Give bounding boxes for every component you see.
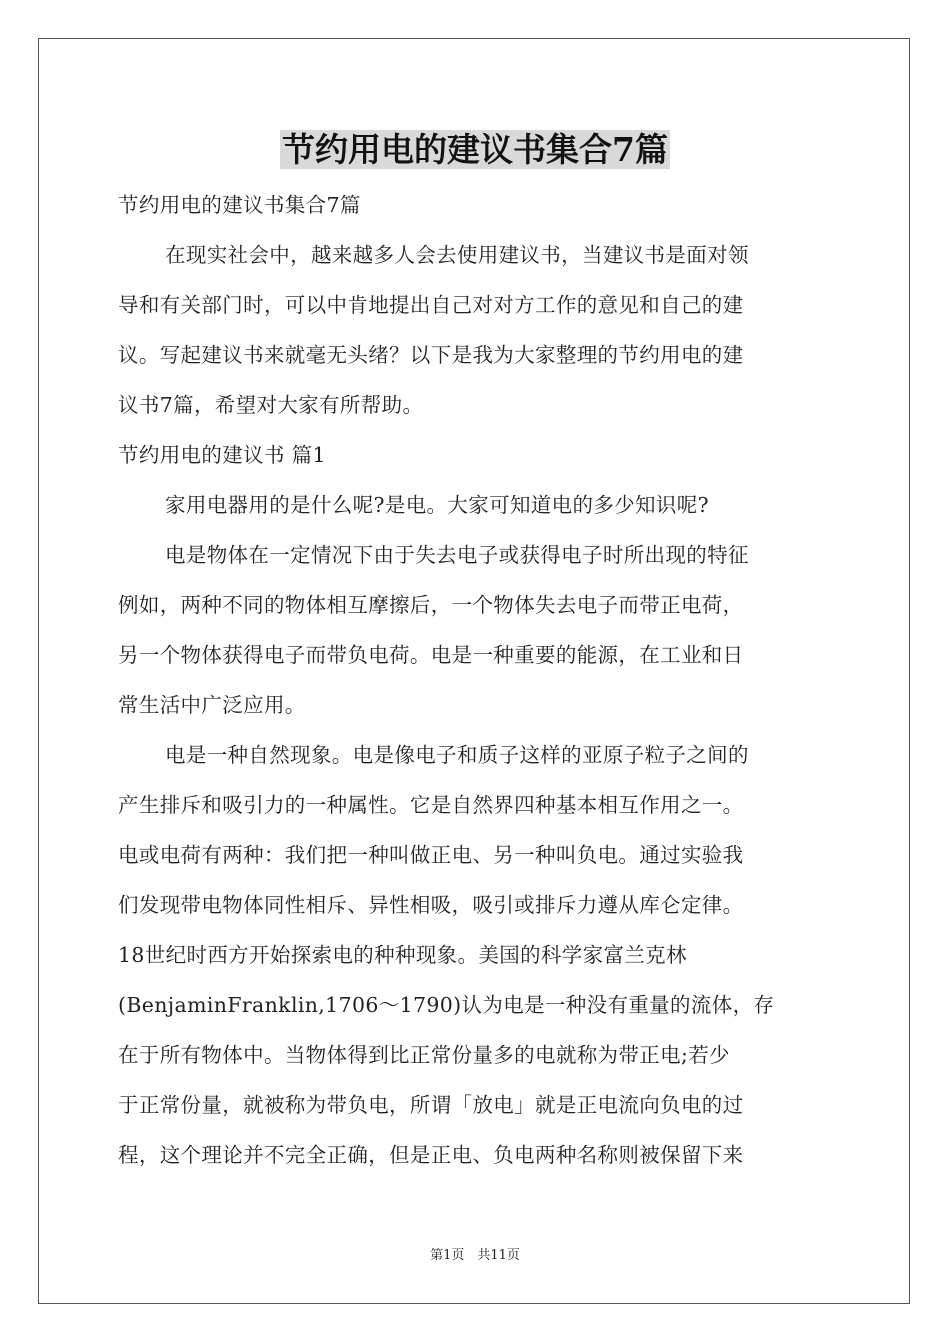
text-line: 18世纪时西方开始探索电的种种现象。美国的科学家富兰克林 xyxy=(118,943,687,967)
document-title xyxy=(0,128,950,172)
text-line: 家用电器用的是什么呢?是电。大家可知道电的多少知识呢? xyxy=(165,493,709,517)
text-line: 产生排斥和吸引力的一种属性。它是自然界四种基本相互作用之一。 xyxy=(118,793,744,817)
text-line: 议书7篇，希望对大家有所帮助。 xyxy=(118,393,424,417)
document-body xyxy=(118,180,838,1180)
page-number: 第1页 共11页 xyxy=(430,1248,520,1263)
text-line: 节约用电的建议书 篇1 xyxy=(118,443,326,467)
text-line: 于正常份量，就被称为带负电，所谓「放电」就是正电流向负电的过 xyxy=(118,1093,744,1117)
text-line: 在现实社会中，越来越多人会去使用建议书，当建议书是面对领 xyxy=(165,243,749,267)
text-line: 例如，两种不同的物体相互摩擦后，一个物体失去电子而带正电荷， xyxy=(118,593,744,617)
text-line: 另一个物体获得电子而带负电荷。电是一种重要的能源，在工业和日 xyxy=(118,643,744,667)
page-footer xyxy=(0,1244,950,1263)
text-line: 在于所有物体中。当物体得到比正常份量多的电就称为带正电;若少 xyxy=(118,1043,730,1067)
text-line: 节约用电的建议书集合7篇 xyxy=(118,193,361,217)
text-line: 议。写起建议书来就毫无头绪？以下是我为大家整理的节约用电的建 xyxy=(118,343,744,367)
document-title-text: 节约用电的建议书集合7篇 xyxy=(282,130,668,169)
text-line: 常生活中广泛应用。 xyxy=(118,693,306,717)
text-line: 们发现带电物体同性相斥、异性相吸，吸引或排斥力遵从库仑定律。 xyxy=(118,893,744,917)
text-line: 导和有关部门时，可以中肯地提出自己对对方工作的意见和自己的建 xyxy=(118,293,744,317)
text-line: 电是一种自然现象。电是像电子和质子这样的亚原子粒子之间的 xyxy=(165,743,749,767)
text-line: (BenjaminFranklin,1706～1790)认为电是一种没有重量的流体，存 xyxy=(118,993,775,1017)
text-line: 电是物体在一定情况下由于失去电子或获得电子时所出现的特征 xyxy=(165,543,749,567)
text-line: 程，这个理论并不完全正确，但是正电、负电两种名称则被保留下来 xyxy=(118,1143,744,1167)
text-line: 电或电荷有两种：我们把一种叫做正电、另一种叫负电。通过实验我 xyxy=(118,843,744,867)
